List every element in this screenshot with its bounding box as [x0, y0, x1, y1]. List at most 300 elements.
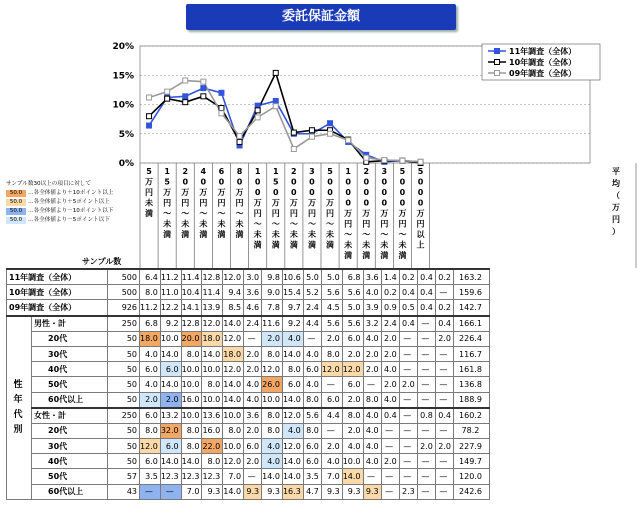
average-cell: 149.7 [453, 454, 489, 469]
table-cell: 5.0 [342, 300, 363, 316]
table-row [7, 392, 490, 408]
table-cell: — [140, 484, 161, 499]
table-cell: 8.0 [140, 285, 161, 300]
table-cell: 9.3 [202, 484, 223, 499]
table-cell: 16.0 [181, 392, 202, 408]
table-cell: 6.8 [140, 316, 161, 332]
legend-label: 10年調査（全体） [509, 58, 577, 67]
table-cell: 14.0 [181, 454, 202, 469]
sample-count: 50 [108, 346, 140, 361]
data-point [328, 121, 333, 126]
table-cell: — [417, 392, 435, 408]
table-cell: 4.5 [321, 300, 342, 316]
table-cell: 4.0 [363, 408, 381, 424]
table-cell: 8.5 [223, 300, 244, 316]
table-cell: 8.0 [202, 377, 223, 392]
table-cell: 9.8 [262, 269, 283, 285]
table-cell: 4.0 [363, 454, 381, 469]
table-cell: 12.2 [160, 300, 181, 316]
table-cell: 14.0 [160, 454, 181, 469]
table-cell: 2.0 [363, 346, 381, 361]
table-cell: — [321, 377, 342, 392]
avg-column-label: 平均（万円） [612, 167, 620, 236]
data-point [201, 94, 206, 99]
table-cell: 8.0 [303, 392, 321, 408]
table-cell: 4.0 [381, 392, 399, 408]
table-cell: 18.0 [223, 346, 244, 361]
table-row [7, 285, 490, 300]
highlight-legend [6, 180, 134, 225]
data-point [382, 158, 387, 163]
table-cell: 2.0 [244, 423, 262, 438]
data-point [147, 95, 152, 100]
table-cell: 4.0 [262, 439, 283, 454]
table-cell: — [399, 454, 417, 469]
table-cell: 11.4 [181, 269, 202, 285]
table-cell: — [417, 484, 435, 499]
table-cell: 12.8 [202, 269, 223, 285]
table-cell: — [381, 423, 399, 438]
table-cell: 4.0 [262, 454, 283, 469]
table-cell: — [303, 331, 321, 346]
table-cell: 6.0 [160, 362, 181, 377]
legend-text: …各全体値より＋5ポイント以上 [28, 199, 110, 205]
sample-count: 50 [108, 331, 140, 346]
table-cell: — [417, 331, 435, 346]
table-row [7, 423, 490, 438]
legend-row [6, 198, 134, 207]
table-cell: 13.6 [202, 408, 223, 424]
table-cell: 14.0 [282, 469, 303, 484]
table-cell: 16.3 [282, 484, 303, 499]
table-cell: 4.4 [321, 408, 342, 424]
category-label: 3 0 0 0 万円〜未満 [380, 167, 389, 260]
table-row [7, 316, 490, 332]
data-point [147, 114, 152, 119]
data-point [201, 79, 206, 84]
table-cell: 14.0 [223, 392, 244, 408]
table-cell: 7.0 [223, 469, 244, 484]
table-cell: — [435, 469, 453, 484]
table-cell: 4.0 [303, 346, 321, 361]
table-cell: 14.0 [223, 316, 244, 332]
category-label: 1 5 0 万円〜未満 [271, 167, 280, 250]
table-row [7, 469, 490, 484]
table-cell: 6.8 [342, 269, 363, 285]
sample-count: 50 [108, 439, 140, 454]
table-cell: 0.2 [435, 269, 453, 285]
average-cell: 166.1 [453, 316, 489, 332]
table-cell: 10.0 [223, 439, 244, 454]
table-cell: 2.0 [381, 331, 399, 346]
average-cell: 142.7 [453, 300, 489, 316]
table-cell: — [244, 469, 262, 484]
table-cell: 0.4 [417, 285, 435, 300]
table-cell: 8.0 [181, 423, 202, 438]
average-cell: 163.2 [453, 269, 489, 285]
table-cell: 3.6 [244, 408, 262, 424]
table-cell: 5.6 [321, 316, 342, 332]
table-cell: 10.0 [181, 377, 202, 392]
table-cell: 12.0 [223, 331, 244, 346]
legend-swatch: 50.0 [6, 199, 26, 206]
table-cell: 4.0 [363, 439, 381, 454]
table-cell: 14.0 [160, 346, 181, 361]
table-cell: 6.0 [140, 408, 161, 424]
data-point [273, 98, 278, 103]
average-cell: 120.0 [453, 469, 489, 484]
table-cell: 2.0 [435, 331, 453, 346]
table-cell: 2.0 [244, 454, 262, 469]
y-tick-label: 10% [112, 100, 134, 111]
category-label: 8 0 万円〜未満 [235, 167, 244, 239]
category-label: 1 0 0 0 万円〜未満 [344, 167, 353, 260]
data-point [255, 115, 260, 120]
row-label: 50代 [32, 469, 108, 484]
table-cell: 2.0 [342, 392, 363, 408]
table-cell: 18.0 [202, 331, 223, 346]
table-cell: 8.0 [181, 439, 202, 454]
table-cell: 6.0 [140, 454, 161, 469]
table-cell: — [417, 346, 435, 361]
table-cell: 13.2 [160, 408, 181, 424]
sample-count: 250 [108, 316, 140, 332]
table-cell: 10.0 [342, 454, 363, 469]
data-point [255, 108, 260, 113]
table-cell: 32.0 [160, 423, 181, 438]
table-cell: 9.3 [342, 484, 363, 499]
table-cell: 8.0 [282, 362, 303, 377]
table-cell: 12.0 [282, 408, 303, 424]
table-cell: — [399, 392, 417, 408]
data-point [364, 155, 369, 160]
category-label: 3 0 0 万円〜未満 [307, 167, 316, 250]
table-cell: — [417, 469, 435, 484]
table-cell: 5.6 [321, 285, 342, 300]
table-cell: 12.0 [223, 362, 244, 377]
data-point [219, 90, 224, 95]
table-cell: — [399, 346, 417, 361]
table-cell: 9.2 [160, 316, 181, 332]
table-cell: 14.1 [181, 300, 202, 316]
table-cell: — [435, 362, 453, 377]
table-cell: 6.0 [303, 439, 321, 454]
table-cell: 15.4 [282, 285, 303, 300]
table-cell: 2.4 [303, 300, 321, 316]
category-label: 5 万円未満 [145, 167, 154, 218]
table-cell: 9.3 [363, 484, 381, 499]
sample-count: 500 [108, 285, 140, 300]
table-cell: 0.4 [399, 285, 417, 300]
table-cell: 3.2 [363, 316, 381, 332]
row-label: 40代 [32, 454, 108, 469]
table-cell: 2.0 [244, 362, 262, 377]
table-cell: 10.0 [202, 392, 223, 408]
average-cell: 160.2 [453, 408, 489, 424]
table-cell: 9.0 [262, 285, 283, 300]
data-point [273, 70, 278, 75]
sample-count: 50 [108, 362, 140, 377]
table-cell: — [381, 484, 399, 499]
table-cell: 2.0 [321, 331, 342, 346]
table-cell: 14.0 [342, 469, 363, 484]
category-label: 5 0 0 万円〜未満 [326, 167, 335, 250]
table-cell: 0.5 [399, 300, 417, 316]
table-cell: 8.0 [262, 408, 283, 424]
table-cell: — [417, 423, 435, 438]
legend-text: …各全体値より－5ポイント以下 [28, 217, 110, 223]
sample-count: 50 [108, 377, 140, 392]
table-row [7, 269, 490, 285]
table-cell: 8.0 [262, 423, 283, 438]
data-point [273, 104, 278, 109]
data-point [183, 94, 188, 99]
table-cell: 2.3 [399, 484, 417, 499]
table-cell: — [435, 377, 453, 392]
sample-count: 500 [108, 269, 140, 285]
table-cell: 4.0 [363, 331, 381, 346]
data-point [309, 128, 314, 133]
table-cell: — [363, 377, 381, 392]
table-cell: 2.0 [363, 362, 381, 377]
table-cell: — [435, 454, 453, 469]
legend-note: サンプル数30以上の項目に対して [6, 181, 91, 187]
table-cell: 18.0 [140, 331, 161, 346]
table-row [7, 377, 490, 392]
table-cell: 10.0 [160, 331, 181, 346]
y-tick-label: 20% [112, 42, 134, 52]
table-cell: 8.0 [321, 346, 342, 361]
table-cell: — [399, 439, 417, 454]
table-cell: 12.0 [342, 362, 363, 377]
table-cell: 6.0 [303, 454, 321, 469]
category-label: 1 5 万円〜未満 [163, 167, 172, 239]
table-cell: 4.0 [363, 423, 381, 438]
legend-row [6, 207, 134, 216]
table-row [7, 484, 490, 499]
category-label: 6 0 万円〜未満 [217, 167, 226, 239]
table-cell: — [381, 439, 399, 454]
table-cell: 14.0 [202, 346, 223, 361]
data-point [237, 139, 242, 144]
table-cell: 0.4 [435, 408, 453, 424]
average-cell: 159.6 [453, 285, 489, 300]
table-cell: 0.4 [435, 316, 453, 332]
data-point [291, 146, 296, 151]
table-cell: 7.8 [262, 300, 283, 316]
table-cell: 12.0 [140, 439, 161, 454]
table-cell: — [160, 484, 181, 499]
sample-count: 250 [108, 408, 140, 424]
legend-marker [495, 71, 500, 76]
data-point [219, 111, 224, 116]
average-cell: 226.4 [453, 331, 489, 346]
y-tick-label: 0% [118, 159, 134, 169]
table-cell: 4.0 [342, 439, 363, 454]
category-label: 2 0 0 万円〜未満 [289, 167, 298, 250]
table-cell: 9.3 [262, 484, 283, 499]
table-cell: 9.3 [321, 484, 342, 499]
table-cell: 7.0 [321, 469, 342, 484]
table-cell: 14.0 [282, 454, 303, 469]
table-cell: 13.9 [202, 300, 223, 316]
table-cell: 8.0 [342, 408, 363, 424]
data-point [346, 138, 351, 143]
table-cell: 11.4 [202, 285, 223, 300]
table-cell: 3.6 [244, 285, 262, 300]
table-cell: 11.0 [160, 285, 181, 300]
table-cell: 10.4 [181, 285, 202, 300]
table-cell: 12.0 [223, 454, 244, 469]
table-cell: 6.0 [282, 377, 303, 392]
table-cell: 5.6 [342, 285, 363, 300]
table-cell: 4.0 [140, 346, 161, 361]
table-cell: 2.0 [262, 331, 283, 346]
legend-swatch: 50.0 [6, 208, 26, 215]
data-point [328, 131, 333, 136]
row-label: 09年調査（全体） [7, 300, 108, 316]
group-label: 性 年 代 別 [7, 316, 32, 500]
table-cell: 16.0 [202, 423, 223, 438]
table-cell: 4.6 [244, 300, 262, 316]
data-point [183, 100, 188, 105]
y-tick-label: 5% [118, 129, 134, 140]
table-cell: 4.0 [244, 377, 262, 392]
table-row [7, 300, 490, 316]
table-cell: — [417, 316, 435, 332]
data-point [165, 89, 170, 94]
table-cell: 10.0 [181, 362, 202, 377]
table-cell: 4.0 [282, 423, 303, 438]
table-cell: 4.0 [244, 392, 262, 408]
table-cell: 6.0 [140, 362, 161, 377]
data-point [237, 134, 242, 139]
table-cell: 0.4 [417, 300, 435, 316]
table-cell: 14.0 [282, 346, 303, 361]
table-cell: 9.3 [244, 484, 262, 499]
average-cell: 188.9 [453, 392, 489, 408]
table-cell: 3.9 [363, 300, 381, 316]
table-cell: 9.7 [282, 300, 303, 316]
table-cell: 2.0 [381, 346, 399, 361]
category-label: 5 0 0 0 万円以上 [416, 167, 425, 250]
table-cell: 2.0 [244, 346, 262, 361]
table-cell: 20.0 [181, 331, 202, 346]
legend-swatch: 50.0 [6, 190, 26, 197]
average-cell: 227.9 [453, 439, 489, 454]
sample-count: 57 [108, 469, 140, 484]
table-cell: — [435, 285, 453, 300]
data-point [165, 96, 170, 101]
row-label: 11年調査（全体） [7, 269, 108, 285]
y-tick-label: 15% [112, 71, 134, 82]
category-label: 1 0 0 万円〜未満 [253, 167, 262, 250]
table-cell: — [399, 469, 417, 484]
table-cell: 4.0 [381, 362, 399, 377]
table-cell: 14.0 [223, 377, 244, 392]
table-cell: 4.0 [282, 331, 303, 346]
table-cell: 14.0 [160, 377, 181, 392]
table-cell: — [435, 392, 453, 408]
sample-count: 50 [108, 423, 140, 438]
table-cell: 14.0 [282, 392, 303, 408]
row-label: 20代 [32, 331, 108, 346]
table-cell: 5.0 [321, 269, 342, 285]
table-cell: — [399, 408, 417, 424]
table-cell: 11.6 [262, 316, 283, 332]
data-point [418, 159, 423, 164]
table-cell: 0.4 [417, 269, 435, 285]
table-cell: 5.0 [303, 269, 321, 285]
table-cell: 2.0 [342, 346, 363, 361]
table-cell: 0.4 [399, 316, 417, 332]
row-label: 30代 [32, 346, 108, 361]
table-cell: 5.6 [342, 316, 363, 332]
table-cell: 8.0 [363, 392, 381, 408]
table-cell: 12.0 [223, 269, 244, 285]
table-cell: 4.0 [140, 377, 161, 392]
table-cell: 0.4 [381, 408, 399, 424]
table-cell: 11.2 [160, 269, 181, 285]
table-cell: — [363, 469, 381, 484]
table-row [7, 362, 490, 377]
table-cell: 6.0 [303, 362, 321, 377]
sample-count: 926 [108, 300, 140, 316]
table-cell: — [399, 362, 417, 377]
table-cell: — [417, 362, 435, 377]
data-point [183, 78, 188, 83]
table-cell: 0.2 [399, 269, 417, 285]
category-label: 4 0 万円〜未満 [199, 167, 208, 239]
table-cell: 6.0 [160, 439, 181, 454]
table-cell: 2.0 [399, 377, 417, 392]
table-cell: 12.0 [282, 439, 303, 454]
table-cell: 2.0 [381, 377, 399, 392]
category-label: 5 0 0 0 万円〜未満 [398, 167, 407, 260]
table-cell: 2.4 [244, 316, 262, 332]
sample-count: 50 [108, 454, 140, 469]
category-label: 2 0 0 0 万円〜未満 [362, 167, 371, 260]
table-cell: 4.4 [303, 316, 321, 332]
table-cell: 11.2 [140, 300, 161, 316]
row-label: 女性・計 [32, 408, 108, 424]
row-label: 50代 [32, 377, 108, 392]
table-cell: 10.0 [262, 392, 283, 408]
table-cell: 12.0 [321, 362, 342, 377]
table-cell: 0.8 [417, 408, 435, 424]
table-cell: 4.7 [303, 484, 321, 499]
table-cell: 12.3 [160, 469, 181, 484]
table-cell: — [417, 454, 435, 469]
data-point [147, 123, 152, 128]
table-cell: 14.0 [262, 469, 283, 484]
table-cell: 4.0 [321, 454, 342, 469]
table-cell: 4.0 [363, 285, 381, 300]
table-cell: 10.0 [223, 408, 244, 424]
table-cell: 2.0 [435, 439, 453, 454]
data-table [6, 268, 490, 500]
table-cell: 2.0 [160, 392, 181, 408]
table-cell: 0.2 [435, 300, 453, 316]
table-cell: 0.9 [381, 300, 399, 316]
table-cell: 1.4 [381, 269, 399, 285]
table-cell: 12.0 [262, 362, 283, 377]
table-cell: 6.4 [140, 269, 161, 285]
table-cell: 3.5 [303, 469, 321, 484]
data-point [400, 158, 405, 163]
legend-label: 09年調査（全体） [509, 69, 577, 78]
series-line [149, 88, 421, 162]
